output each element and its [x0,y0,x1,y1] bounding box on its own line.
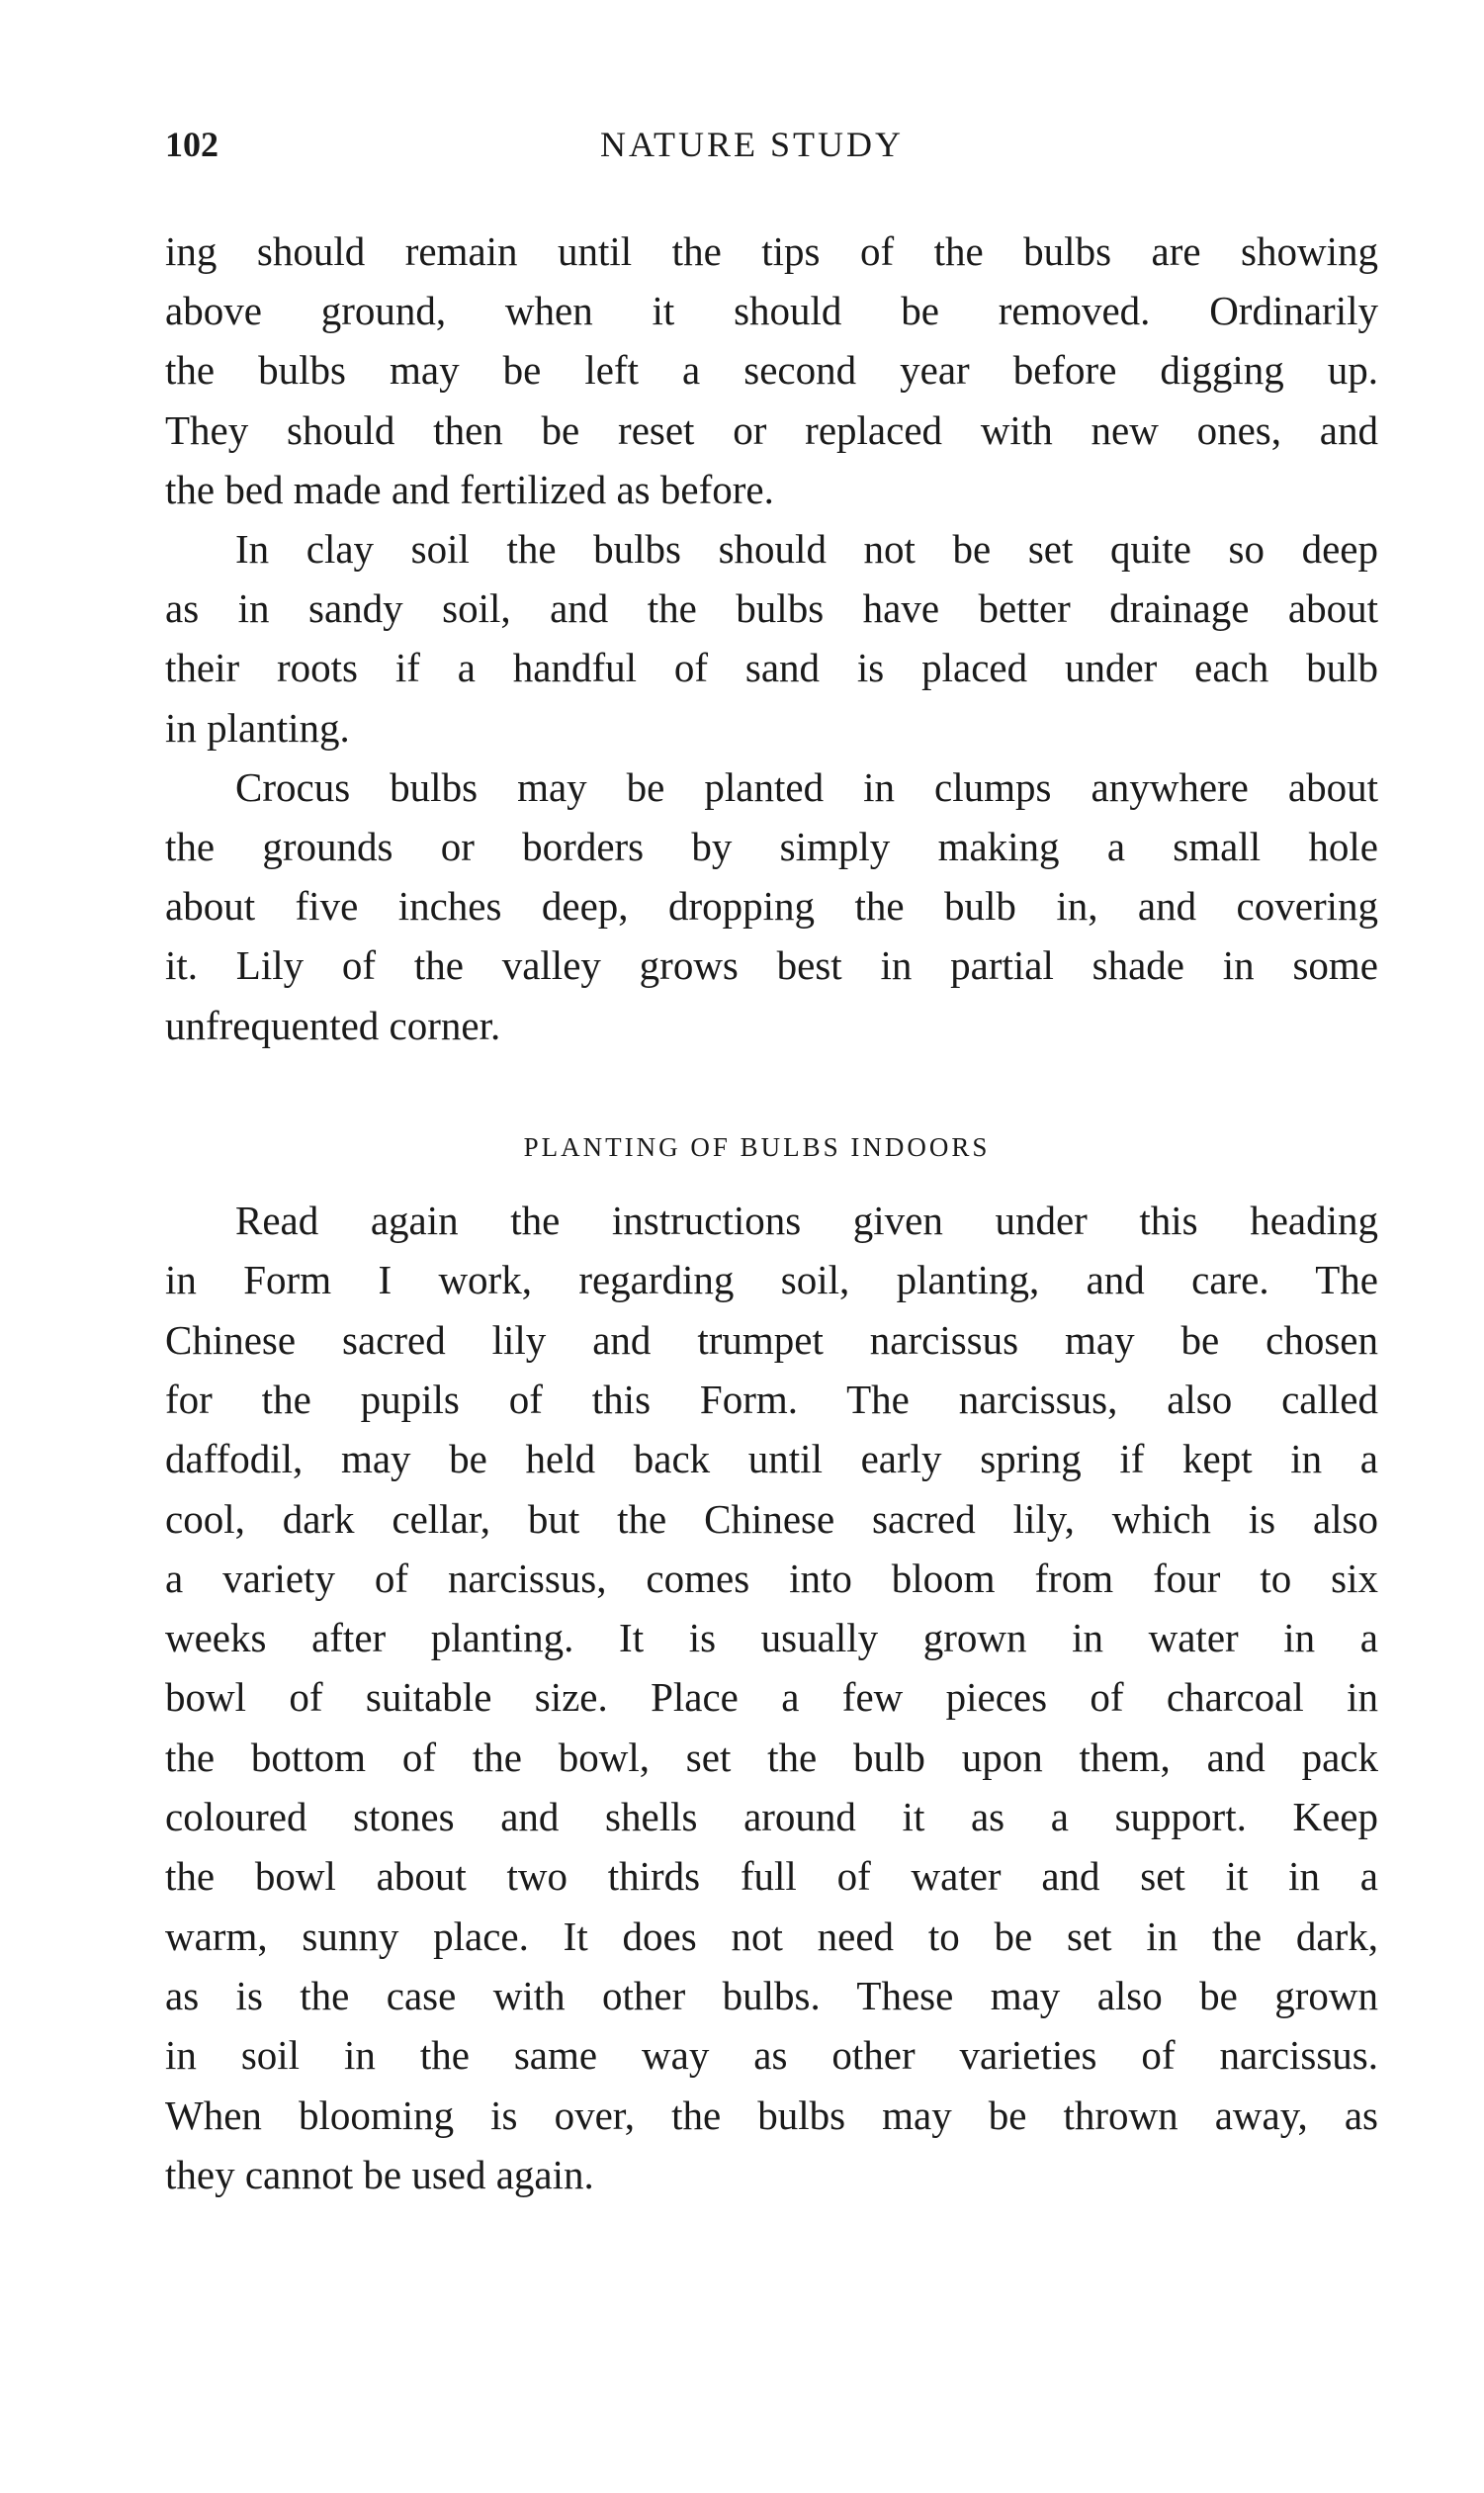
text-line: it. Lily of the valley grows best in partial shade in some [165,942,1378,989]
text-line: about five inches deep, dropping the bulb in, and covering [165,883,1378,930]
text-line: ing should remain until the tips of the bulbs are showing [165,228,1378,274]
text-line: In clay soil the bulbs should not be set quite so deep [235,526,1378,572]
page-number: 102 [165,125,218,164]
text-line: as is the case with other bulbs. These may also be grown [165,1972,1378,2018]
text-line: coloured stones and shells around it as a support. Keep [165,1794,1378,1839]
text-line: unfrequented corner. [165,1002,501,1048]
text-line: cool, dark cellar, but the Chinese sacred lily, which is also [165,1495,1378,1542]
text-line: the bulbs may be left a second year before digging up. [165,347,1378,394]
text-line: daffodil, may be held back until early spring if kept in a [165,1436,1378,1482]
text-line: When blooming is over, the bulbs may be thrown away, as [165,2092,1378,2138]
running-title: NATURE STUDY [599,125,904,164]
text-line: the grounds or borders by simply making a small hole [165,824,1378,869]
text-line: the bottom of the bowl, set the bulb upon them, and pack [165,1734,1378,1780]
text-line: They should then be reset or replaced with new ones, and [165,406,1378,453]
text-line: above ground, when it should be removed. Ordinarily [165,288,1378,334]
text-line: Crocus bulbs may be planted in clumps anywhere about [235,763,1378,810]
text-line: in Form I work, regarding soil, planting, and care. The [165,1257,1378,1303]
text-line: in soil in the same way as other varieties of narcissus. [165,2032,1378,2079]
text-line: warm, sunny place. It does not need to be set in the dark, [165,1913,1378,1959]
text-line: a variety of narcissus, comes into bloom from four to six [165,1555,1378,1601]
text-line: they cannot be used again. [165,2151,594,2197]
text-line: weeks after planting. It is usually grown in water in a [165,1615,1378,1661]
text-line: the bowl about two thirds full of water and set it in a [165,1853,1378,1900]
text-line: for the pupils of this Form. The narcissus, also called [165,1376,1378,1422]
text-line: bowl of suitable size. Place a few pieces of charcoal in [165,1674,1378,1721]
section-heading: PLANTING OF BULBS INDOORS [523,1132,991,1162]
text-line: in planting. [165,704,350,751]
text-line: the bed made and fertilized as before. [165,466,774,512]
text-line: as in sandy soil, and the bulbs have better drainage about [165,585,1378,632]
text-line: Chinese sacred lily and trumpet narcissus may be chosen [165,1316,1378,1363]
text-line: their roots if a handful of sand is placed under each bulb [165,645,1378,691]
text-line: Read again the instructions given under this heading [235,1198,1378,1243]
